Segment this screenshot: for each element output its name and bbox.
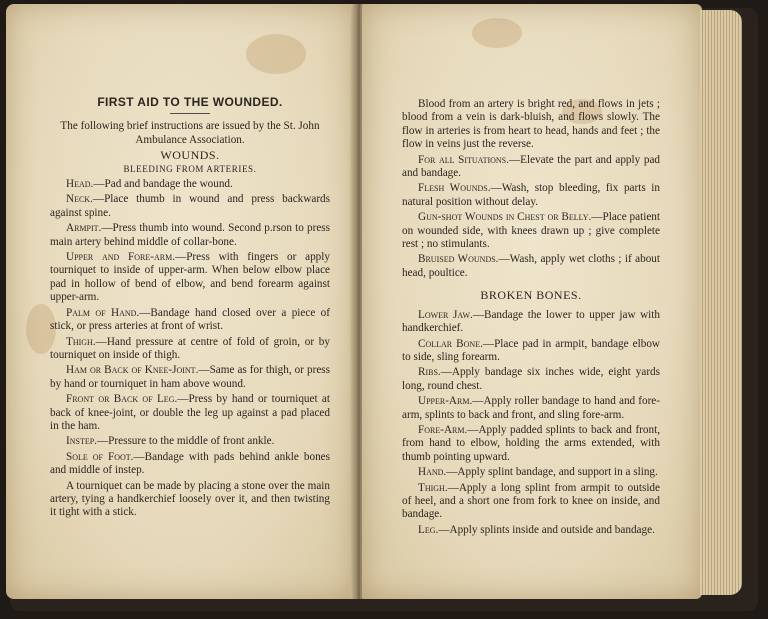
entry-text: —Apply splint bandage, and support in a sling. (446, 466, 658, 479)
right-page-content (402, 98, 660, 539)
entry-term: Armpit. (66, 222, 102, 235)
entry-neck (50, 193, 330, 220)
entry-ribs (402, 366, 660, 393)
entry-text: —Place patient on wounded side, with knees drawn up ; give complete rest ; no stimulants. (402, 211, 660, 251)
section-heading-broken-bones: BROKEN BONES. (480, 288, 582, 303)
entry-text: —Press thumb into wound. Second p.rson to press main artery behind middle of collar-bone. (50, 222, 330, 248)
entry-term: Ribs. (418, 366, 441, 379)
entry-term: Leg. (418, 523, 439, 536)
entry-instep (50, 435, 330, 448)
subheading-arteries: BLEEDING FROM ARTERIES. (123, 163, 257, 174)
entry-sole-of-foot (50, 451, 330, 478)
entry-term: Head. (66, 178, 94, 191)
entry-text: —Place pad in armpit, bandage elbow to side, sling forearm. (402, 337, 660, 363)
entry-gun-shot-wounds (402, 211, 660, 251)
entry-upper-fore-arm (50, 251, 330, 305)
entry-term: Flesh Wounds. (418, 182, 491, 195)
entry-term: Lower Jaw. (418, 308, 473, 321)
title-rule (170, 113, 210, 114)
left-page-content (50, 96, 330, 522)
page-title: FIRST AID TO THE WOUNDED. (97, 95, 283, 109)
entry-term: Ham or Back of Knee-Joint. (66, 364, 199, 377)
entry-text: —Apply a long splint from armpit to outside of heel, and a short one from fork to knee on inside, and bandage. (402, 481, 660, 521)
entry-head (50, 178, 330, 191)
entry-text: —Wash, apply wet cloths ; if about head, poultice. (402, 253, 660, 279)
entry-term: Bruised Wounds. (418, 253, 499, 266)
entry-term: Upper-Arm. (418, 395, 473, 408)
entry-text: —Place thumb in wound and press backwards against spine. (50, 193, 330, 219)
right-page (362, 4, 702, 599)
entry-text: A tourniquet can be made by placing a stone over the main artery, tying a handkerchief loosely over it, and then twisting it tight with a stick. (50, 479, 330, 519)
entry-term: Thigh. (418, 481, 448, 494)
entry-term: Instep. (66, 435, 97, 448)
entry-front-back-leg (50, 393, 330, 433)
entry-text: —Elevate the part and apply pad and bandage. (402, 153, 661, 180)
entry-lower-jaw (402, 309, 660, 336)
entry-hand (402, 466, 660, 479)
entry-text: —Wash, stop bleeding, fix parts in natural position without delay. (402, 182, 660, 208)
stain (472, 18, 522, 48)
entry-text: —Apply roller bandage to hand and fore-arm, splints to back and front, and sling fore-arm. (402, 395, 660, 421)
entry-text: —Press with fingers or apply tourniquet to inside of upper-arm. When below elbow place pad in hollow of bend of elbow, and bend forearm against upper-arm. (50, 251, 330, 304)
entry-text: —Bandage hand closed over a piece of stick, or press arteries at front of wrist. (50, 306, 331, 333)
section-heading-wounds: WOUNDS. (160, 148, 220, 163)
entry-text: —Same as for thigh, or press by hand or tourniquet in ham above wound. (50, 364, 331, 390)
entry-term: Upper and Fore-arm. (66, 251, 176, 264)
entry-blood-flow: Blood from an artery is bright red, and flows in jets ; blood from a vein is dark-bluish, and flows slowly. The flow in arteries is from heart to head, hands and feet ; the flow in veins just the reverse. (402, 98, 660, 151)
entry-palm-of-hand (50, 307, 330, 334)
entry-term: Hand. (418, 466, 447, 479)
entry-text: —Hand pressure at centre of fold of groin, or by tourniquet on inside of thigh. (50, 335, 330, 361)
entry-armpit (50, 222, 330, 249)
entry-text: —Bandage the lower to upper jaw with handkerchief. (402, 308, 660, 335)
entry-tourniquet (50, 480, 330, 520)
entry-term: Palm of Hand. (66, 306, 140, 319)
entry-term: Thigh. (66, 335, 96, 348)
entry-text: —Apply bandage six inches wide, eight yards long, round chest. (402, 366, 660, 392)
entry-term: Front or Back of Leg. (66, 393, 178, 406)
intro-text: The following brief instructions are issued by the St. John Ambulance Association. (60, 120, 320, 146)
entry-thigh (50, 336, 330, 363)
entry-term: Fore-Arm. (418, 423, 468, 436)
entry-term: Gun-shot Wounds in Chest or Belly. (418, 211, 592, 224)
entry-ham-knee-joint (50, 364, 330, 391)
entry-bruised-wounds (402, 253, 660, 280)
entry-text: —Bandage with pads behind ankle bones and middle of instep. (50, 450, 330, 477)
entry-leg (402, 524, 660, 537)
entry-collar-bone (402, 338, 660, 365)
entry-term: Collar Bone. (418, 337, 483, 350)
entry-fore-arm (402, 424, 660, 464)
entry-text: —Pressure to the middle of front ankle. (96, 435, 275, 448)
left-page (6, 4, 355, 599)
entry-text: —Pad and bandage the wound. (93, 178, 233, 191)
entry-all-situations (402, 154, 660, 181)
page-edges (700, 10, 742, 595)
stain (246, 34, 306, 74)
entry-term: Sole of Foot. (66, 450, 134, 463)
entry-text: —Apply splints inside and outside and bandage. (438, 523, 655, 536)
entry-text: —Press by hand or tourniquet at back of knee-joint, or double the leg up against a pad placed in the ham. (50, 393, 330, 432)
entry-upper-arm (402, 395, 660, 422)
entry-term: For all Situations. (418, 153, 509, 166)
entry-term: Neck. (66, 193, 93, 206)
entry-flesh-wounds (402, 182, 660, 209)
entry-thigh-bone (402, 482, 660, 522)
entry-text: —Apply padded splints to back and front, from hand to elbow, holding the arms extended, with thumb pointing upward. (402, 423, 660, 463)
